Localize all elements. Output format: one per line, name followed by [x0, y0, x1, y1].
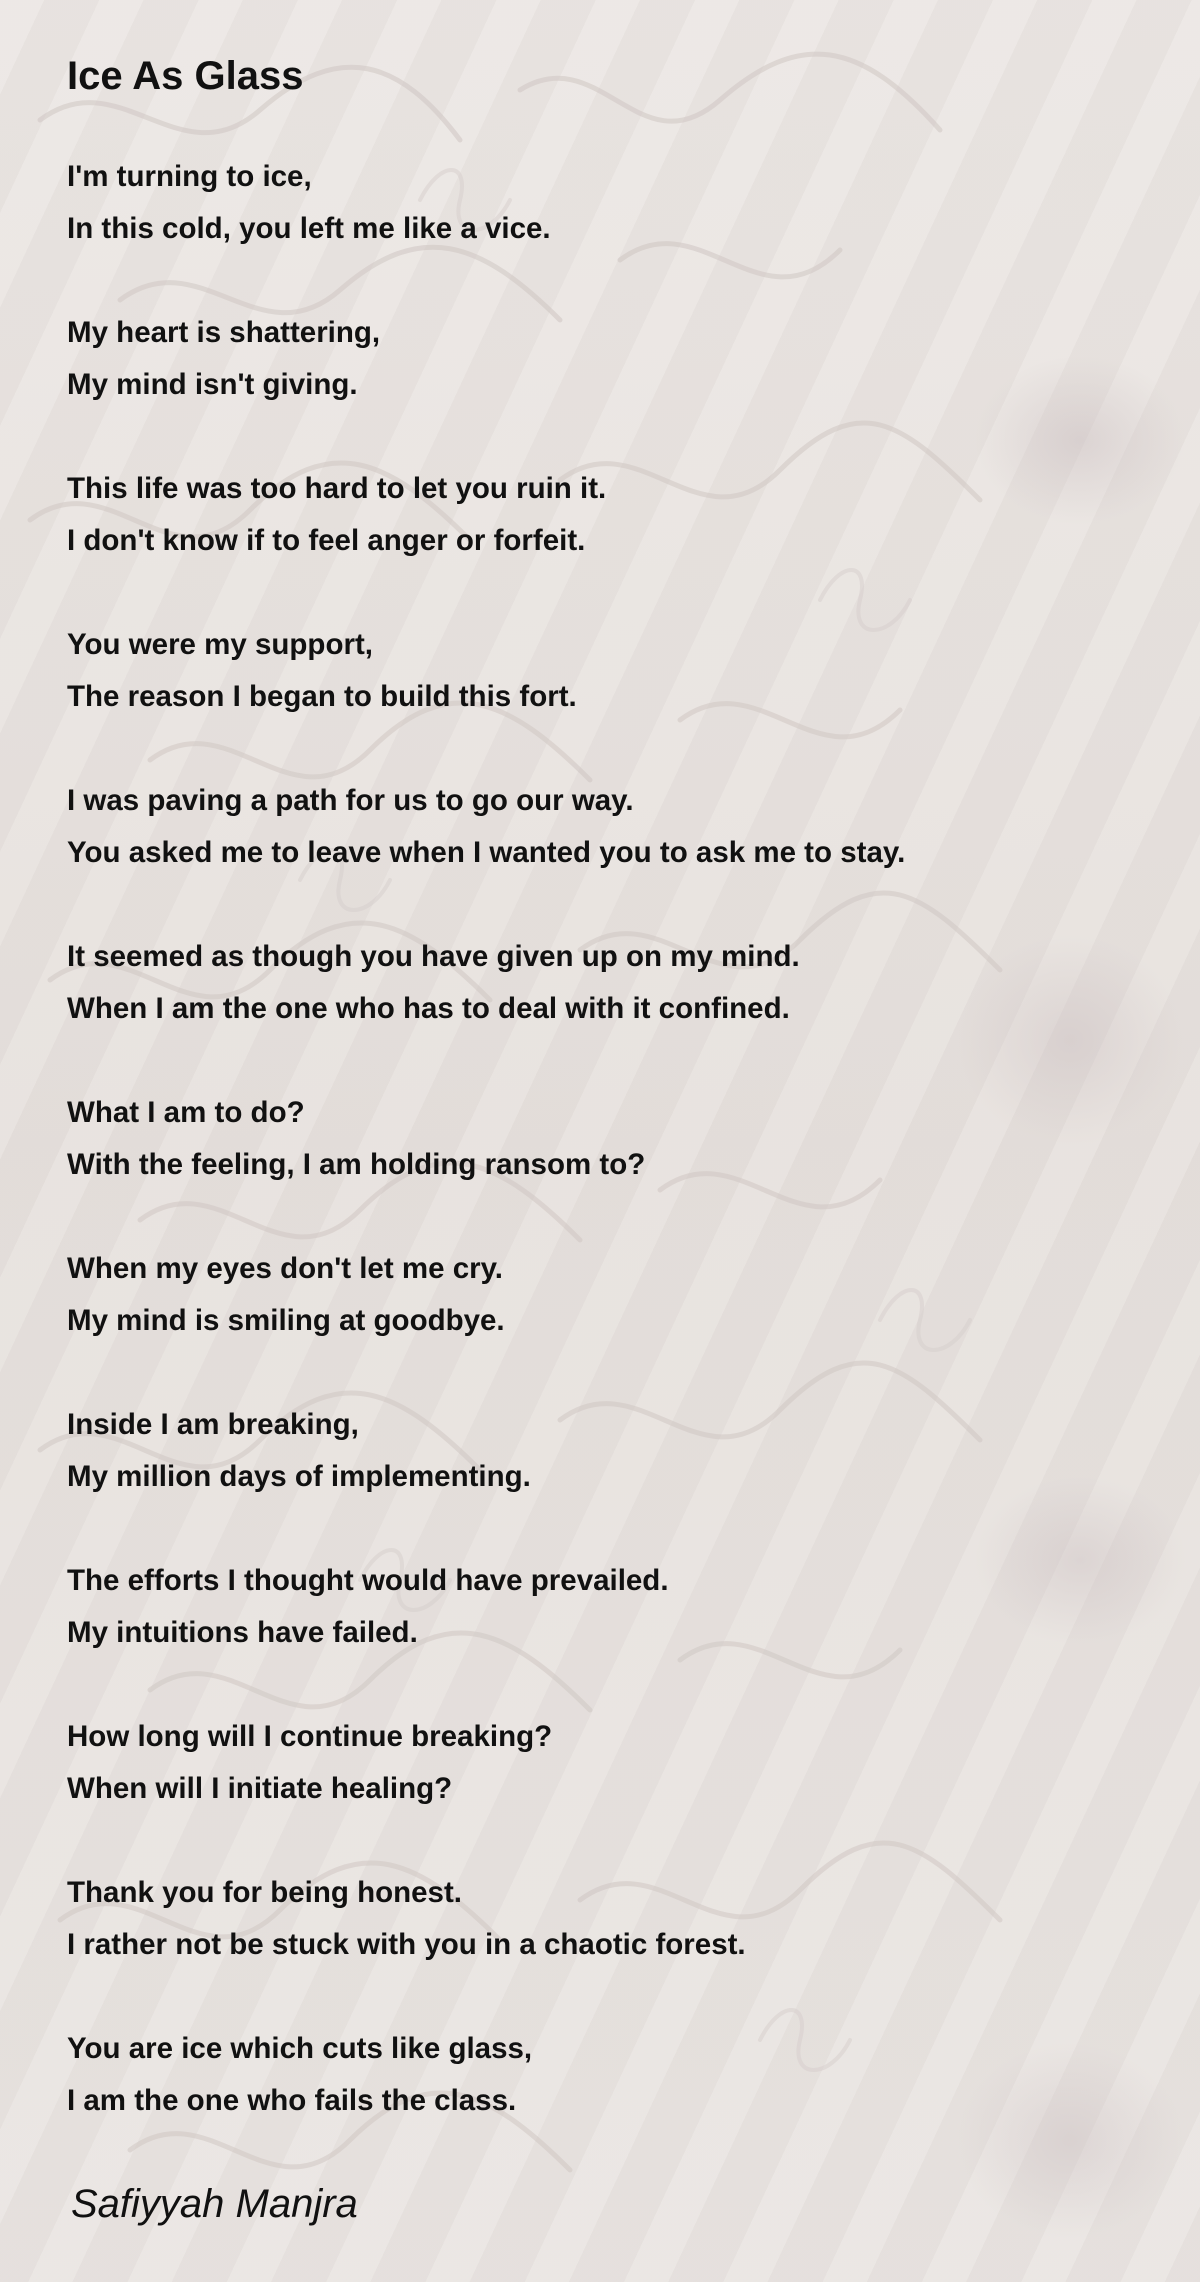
- stanza: [67, 1399, 905, 1503]
- poem-line: I rather not be stuck with you in a chaotic forest.: [67, 1928, 746, 1961]
- poem-line: How long will I continue breaking?: [67, 1720, 553, 1753]
- poem-line: I'm turning to ice,: [67, 160, 312, 193]
- poem-line: You asked me to leave when I wanted you to ask me to stay.: [67, 836, 906, 869]
- poem-line: With the feeling, I am holding ransom to?: [67, 1148, 646, 1181]
- poem-line: My mind is smiling at goodbye.: [67, 1304, 505, 1337]
- stanza: [67, 931, 905, 1035]
- poem-line: This life was too hard to let you ruin it.: [67, 472, 607, 505]
- poem-line: It seemed as though you have given up on my mind.: [67, 940, 800, 973]
- poem-line: When I am the one who has to deal with it confined.: [67, 992, 790, 1025]
- poem-line: When my eyes don't let me cry.: [67, 1252, 503, 1285]
- stanza: [67, 1555, 905, 1659]
- poem-line: In this cold, you left me like a vice.: [67, 212, 551, 245]
- poem-line: The reason I began to build this fort.: [67, 680, 577, 713]
- poem-line: What I am to do?: [67, 1096, 305, 1129]
- poem-line: You are ice which cuts like glass,: [67, 2032, 533, 2065]
- stanza: [67, 2023, 905, 2127]
- poem-body: [67, 151, 905, 2179]
- poem-line: You were my support,: [67, 628, 373, 661]
- stanza: [67, 1087, 905, 1191]
- stanza: [67, 151, 905, 255]
- poem-line: Thank you for being honest.: [67, 1876, 462, 1909]
- poem-line: My intuitions have failed.: [67, 1616, 418, 1649]
- poem-line: When will I initiate healing?: [67, 1772, 453, 1805]
- poem-line: I am the one who fails the class.: [67, 2084, 517, 2117]
- poem-line: Inside I am breaking,: [67, 1408, 359, 1441]
- stanza: [67, 463, 905, 567]
- poem-line: I was paving a path for us to go our way.: [67, 784, 634, 817]
- poem-line: My heart is shattering,: [67, 316, 381, 349]
- poem-line: The efforts I thought would have prevailed.: [67, 1564, 669, 1597]
- poem-line: My million days of implementing.: [67, 1460, 531, 1493]
- stanza: [67, 1711, 905, 1815]
- stanza: [67, 1867, 905, 1971]
- stanza: [67, 619, 905, 723]
- poem-line: I don't know if to feel anger or forfeit.: [67, 524, 586, 557]
- stanza: [67, 307, 905, 411]
- stanza: [67, 775, 905, 879]
- stanza: [67, 1243, 905, 1347]
- poem-title: Ice As Glass: [67, 54, 304, 98]
- poem-line: My mind isn't giving.: [67, 368, 358, 401]
- poem-author: Safiyyah Manjra: [71, 2182, 358, 2226]
